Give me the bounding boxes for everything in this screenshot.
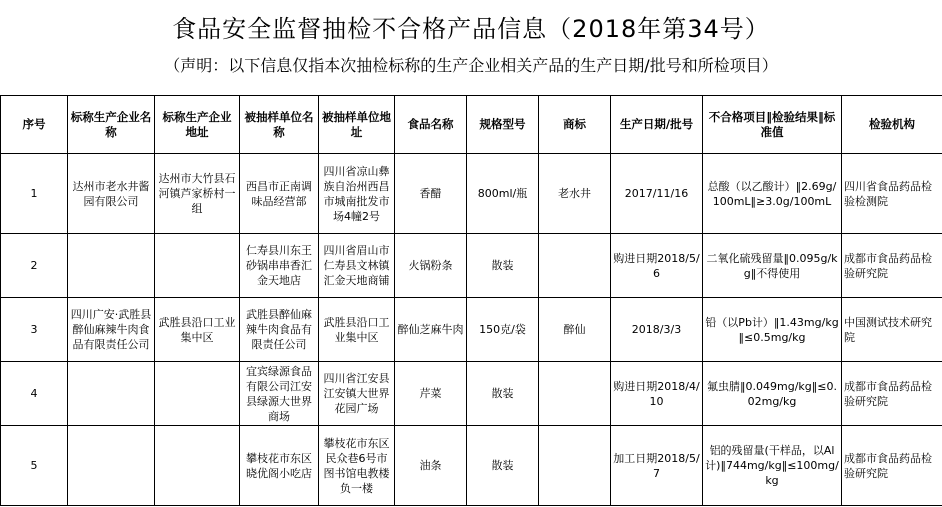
table-row [1, 234, 942, 298]
cell-date: 2018/3/3 [611, 298, 703, 362]
cell-brand [539, 234, 611, 298]
cell-sampled-addr: 四川省江安县江安镇大世界花园广场 [319, 362, 395, 426]
col-header-agency: 检验机构 [842, 96, 942, 154]
cell-brand [539, 426, 611, 506]
cell-item: 氟虫腈‖0.049mg/kg‖≤0.02mg/kg [703, 362, 842, 426]
cell-producer [68, 426, 155, 506]
table-row [1, 298, 942, 362]
cell-date: 购进日期2018/5/6 [611, 234, 703, 298]
col-header-producer: 标称生产企业名称 [68, 96, 155, 154]
cell-spec: 散装 [467, 362, 539, 426]
cell-spec: 150克/袋 [467, 298, 539, 362]
page-title: 食品安全监督抽检不合格产品信息（2018年第34号） [172, 15, 770, 43]
col-header-date: 生产日期/批号 [611, 96, 703, 154]
col-header-sampled-addr: 被抽样单位地址 [319, 96, 395, 154]
inspection-table [0, 95, 942, 506]
cell-sampled-addr: 四川省凉山彝族自治州西昌市城南批发市场4幢2号 [319, 154, 395, 234]
cell-brand: 老水井 [539, 154, 611, 234]
cell-sampled-addr: 四川省眉山市仁寿县文林镇汇金天地商铺 [319, 234, 395, 298]
col-header-producer-addr: 标称生产企业地址 [155, 96, 240, 154]
table-row [1, 426, 942, 506]
cell-producer: 四川广安·武胜县醉仙麻辣牛肉食品有限责任公司 [68, 298, 155, 362]
cell-sampled-unit: 仁寿县川东王砂锅串串香汇金天地店 [240, 234, 319, 298]
cell-item: 铅（以Pb计）‖1.43mg/kg‖≤0.5mg/kg [703, 298, 842, 362]
cell-item: 铝的残留量(干样品，以Al计)‖744mg/kg‖≤100mg/kg [703, 426, 842, 506]
cell-no: 5 [1, 426, 68, 506]
cell-spec: 散装 [467, 234, 539, 298]
cell-sampled-unit: 攀枝花市东区晓优阁小吃店 [240, 426, 319, 506]
cell-food: 油条 [395, 426, 467, 506]
cell-sampled-addr: 武胜县沿口工业集中区 [319, 298, 395, 362]
cell-item: 二氧化硫残留量‖0.095g/kg‖不得使用 [703, 234, 842, 298]
cell-no: 4 [1, 362, 68, 426]
cell-brand [539, 362, 611, 426]
cell-producer-addr [155, 234, 240, 298]
cell-brand: 醉仙 [539, 298, 611, 362]
cell-food: 醉仙芝麻牛肉 [395, 298, 467, 362]
cell-date: 加工日期2018/5/7 [611, 426, 703, 506]
cell-sampled-unit: 西昌市正南调味品经营部 [240, 154, 319, 234]
col-header-item: 不合格项目‖检验结果‖标准值 [703, 96, 842, 154]
cell-food: 香醋 [395, 154, 467, 234]
cell-sampled-unit: 武胜县醉仙麻辣牛肉食品有限责任公司 [240, 298, 319, 362]
cell-item: 总酸（以乙酸计）‖2.69g/100mL‖≥3.0g/100mL [703, 154, 842, 234]
table-row [1, 362, 942, 426]
cell-producer: 达州市老水井酱园有限公司 [68, 154, 155, 234]
cell-producer-addr [155, 362, 240, 426]
cell-agency: 中国测试技术研究院 [842, 298, 942, 362]
cell-sampled-unit: 宜宾绿源食品有限公司江安县绿源大世界商场 [240, 362, 319, 426]
table-row [1, 154, 942, 234]
table-header-row [1, 96, 942, 154]
cell-producer-addr [155, 426, 240, 506]
cell-date: 购进日期2018/4/10 [611, 362, 703, 426]
col-header-brand: 商标 [539, 96, 611, 154]
cell-no: 1 [1, 154, 68, 234]
col-header-food: 食品名称 [395, 96, 467, 154]
cell-food: 芹菜 [395, 362, 467, 426]
cell-agency: 四川省食品药品检验检测院 [842, 154, 942, 234]
col-header-spec: 规格型号 [467, 96, 539, 154]
cell-sampled-addr: 攀枝花市东区民众巷6号市图书馆电教楼负一楼 [319, 426, 395, 506]
col-header-no: 序号 [1, 96, 68, 154]
page-subtitle: （声明：以下信息仅指本次抽检标称的生产企业相关产品的生产日期/批号和所检项目） [164, 56, 778, 75]
cell-producer-addr: 达州市大竹县石河镇芦家桥村一组 [155, 154, 240, 234]
cell-agency: 成都市食品药品检验研究院 [842, 362, 942, 426]
cell-no: 3 [1, 298, 68, 362]
cell-no: 2 [1, 234, 68, 298]
col-header-sampled-unit: 被抽样单位名称 [240, 96, 319, 154]
cell-agency: 成都市食品药品检验研究院 [842, 234, 942, 298]
cell-agency: 成都市食品药品检验研究院 [842, 426, 942, 506]
cell-spec: 散装 [467, 426, 539, 506]
cell-food: 火锅粉条 [395, 234, 467, 298]
cell-producer [68, 234, 155, 298]
cell-producer-addr: 武胜县沿口工业集中区 [155, 298, 240, 362]
cell-producer [68, 362, 155, 426]
cell-date: 2017/11/16 [611, 154, 703, 234]
cell-spec: 800ml/瓶 [467, 154, 539, 234]
